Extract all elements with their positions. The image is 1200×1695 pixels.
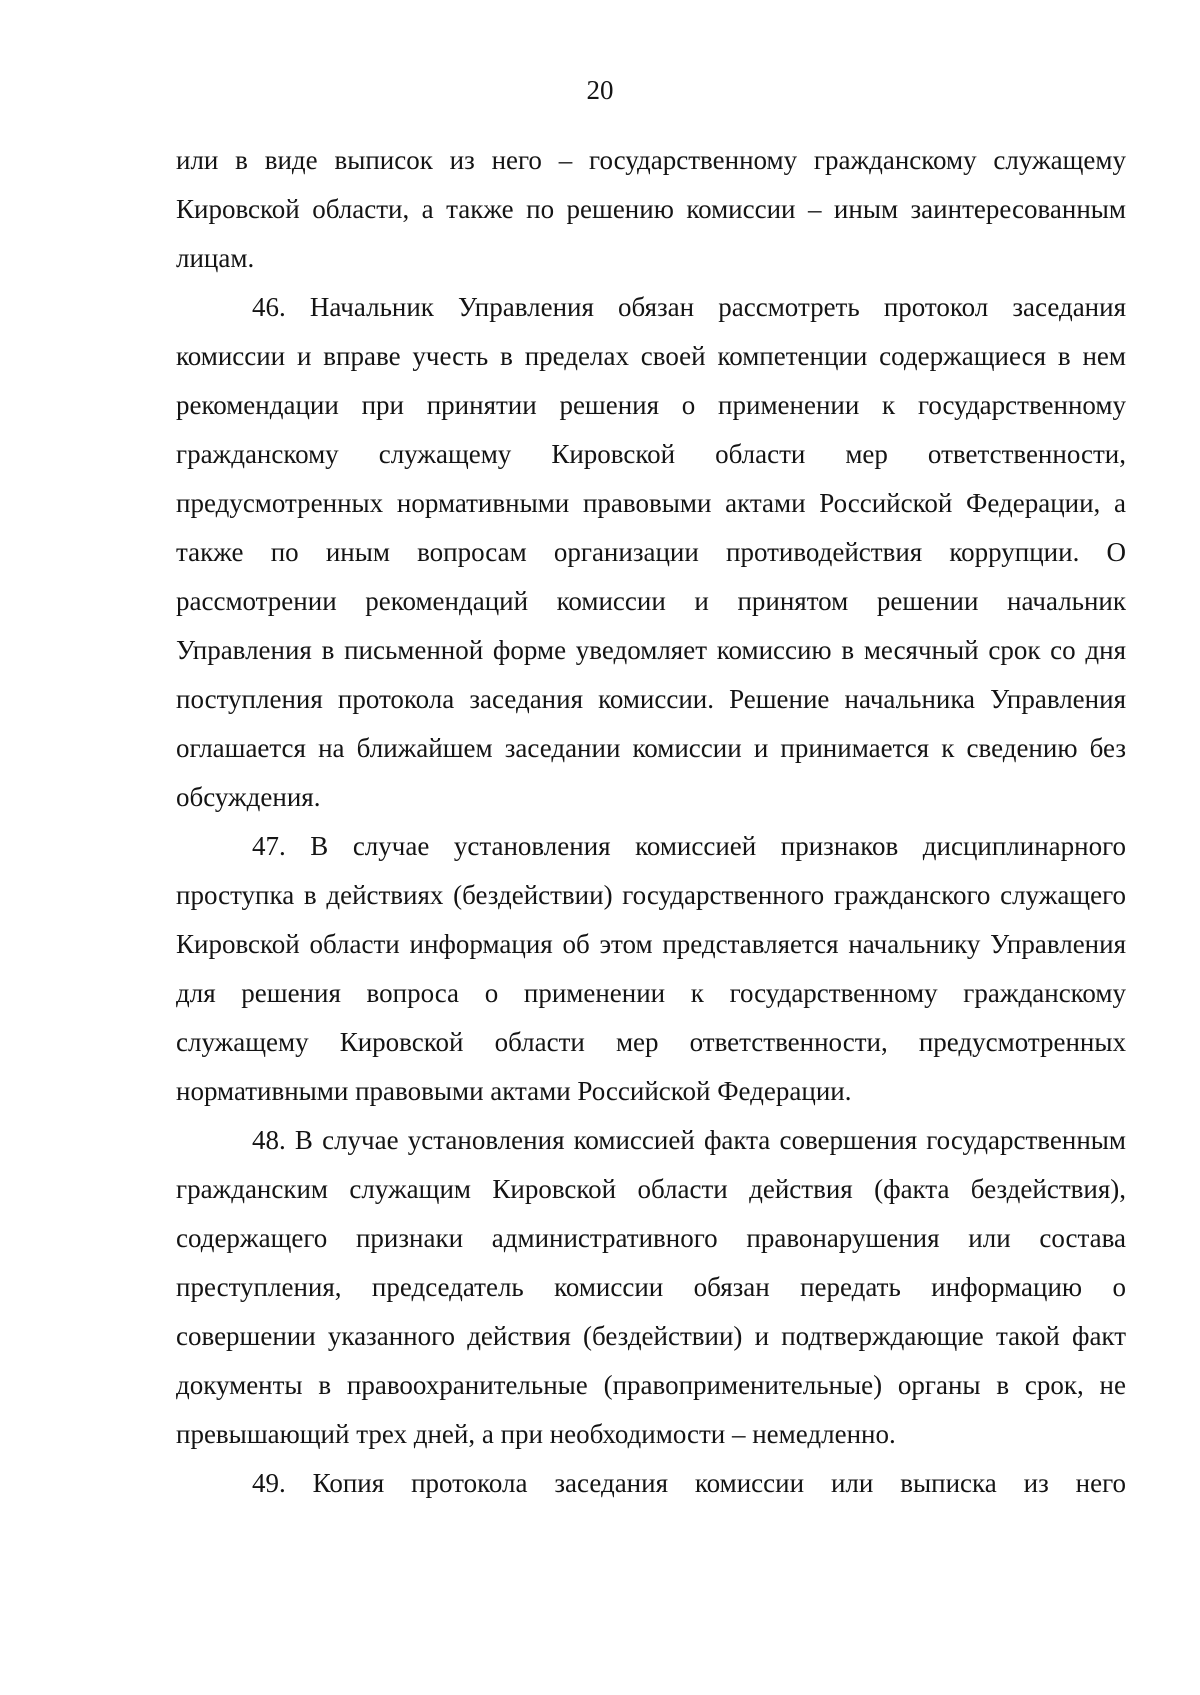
paragraph-47: 47. В случае установления комиссией признаков дисциплинарного проступка в действиях (бездействии) государственного гражданского служащего Кировской области информация об этом представляется начальнику Управления для решения вопроса о применении к государственному гражданскому служащему Кировской области мер ответственности, предусмотренных нормативными правовыми актами Российской Федерации. (176, 831, 1126, 1106)
paragraph-49: 49. Копия протокола заседания комиссии или выписка из него (252, 1468, 1126, 1498)
paragraph-continuation: или в виде выписок из него – государственному гражданскому служащему Кировской области, а также по решению комиссии – иным заинтересованным лицам. (176, 145, 1126, 273)
paragraph-48: 48. В случае установления комиссией факта совершения государственным гражданским служащим Кировской области действия (факта бездействия), содержащего признаки административного правонарушения или состава преступления, председатель комиссии обязан передать информацию о совершении указанного действия (бездействии) и подтверждающие такой факт документы в правоохранительные (правоприменительные) органы в срок, не превышающий трех дней, а при необходимости – немедленно. (176, 1125, 1126, 1449)
document-body (176, 136, 1126, 1508)
paragraph-46: 46. Начальник Управления обязан рассмотреть протокол заседания комиссии и вправе учесть в пределах своей компетенции содержащиеся в нем рекомендации при принятии решения о применении к государственному гражданскому служащему Кировской области мер ответственности, предусмотренных нормативными правовыми актами Российской Федерации, а также по иным вопросам организации противодействия коррупции. О рассмотрении рекомендаций комиссии и принятом решении начальник Управления в письменной форме уведомляет комиссию в месячный срок со дня поступления протокола заседания комиссии. Решение начальника Управления оглашается на ближайшем заседании комиссии и принимается к сведению без обсуждения. (176, 292, 1126, 812)
page-number: 20 (586, 75, 614, 105)
